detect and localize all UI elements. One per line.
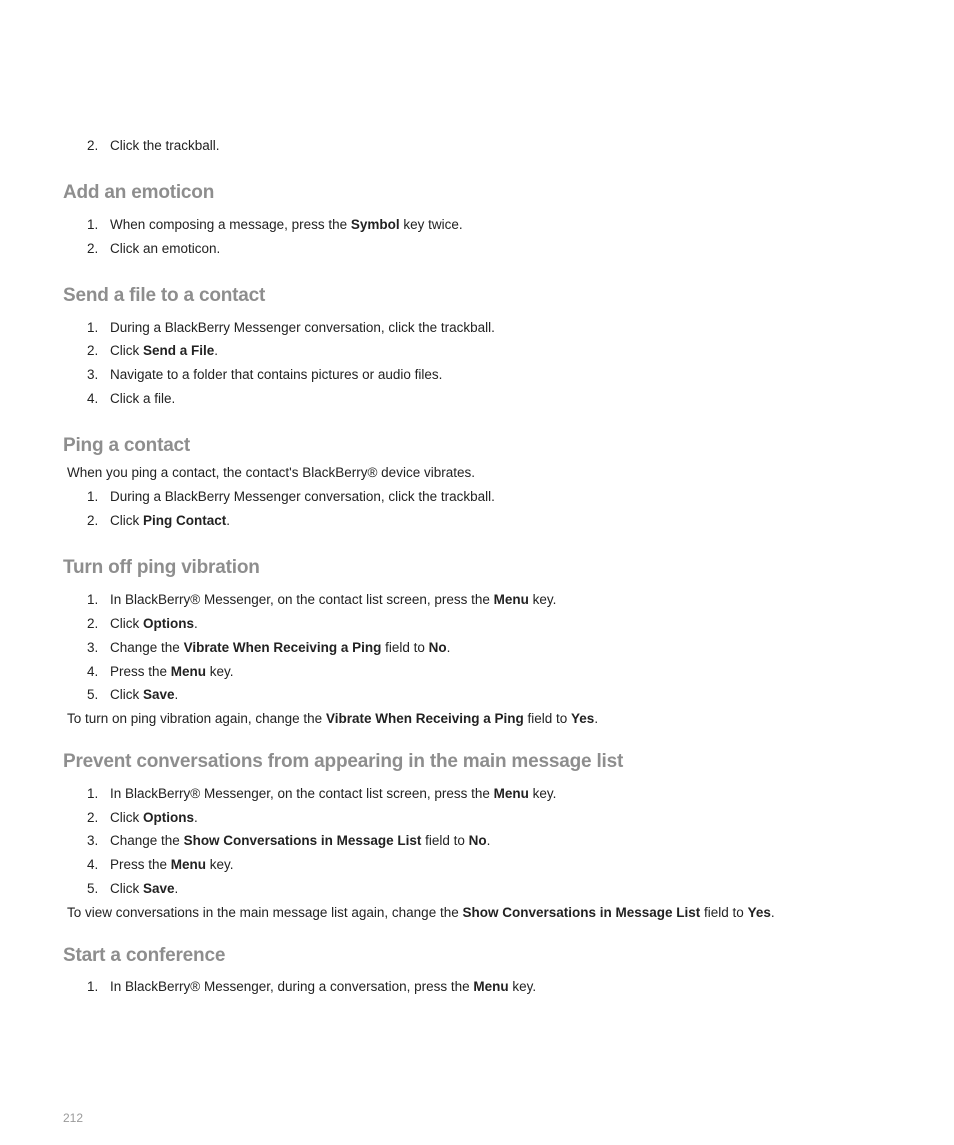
list-item: 4. Press the Menu key. [87, 664, 234, 679]
heading-add-emoticon: Add an emoticon [63, 182, 215, 203]
list-item: 5. Click Save. [87, 687, 179, 702]
list-item: 4. Click a file. [87, 391, 176, 406]
list-item: 5. Click Save. [87, 881, 179, 896]
list-item: 1. In BlackBerry® Messenger, during a conversation, press the Menu key. [87, 979, 537, 994]
list-item: 2. Click Ping Contact. [87, 513, 231, 528]
page-number: 212 [63, 1111, 84, 1125]
list-item: 1. When composing a message, press the Symbol key twice. [87, 217, 463, 232]
list-item: 1. During a BlackBerry Messenger conversation, click the trackball. [87, 489, 495, 504]
list-item: 2. Click Options. [87, 810, 198, 825]
heading-prevent-conversations: Prevent conversations from appearing in the main message list [63, 751, 624, 772]
heading-send-file: Send a file to a contact [63, 285, 266, 306]
heading-turn-off-ping: Turn off ping vibration [63, 557, 260, 578]
list-item: 3. Change the Vibrate When Receiving a Ping field to No. [87, 640, 451, 655]
paragraph: When you ping a contact, the contact's BlackBerry® device vibrates. [67, 465, 475, 480]
list-item: 1. In BlackBerry® Messenger, on the contact list screen, press the Menu key. [87, 786, 557, 801]
list-item: 2. Click Options. [87, 616, 198, 631]
list-item: 3. Navigate to a folder that contains pictures or audio files. [87, 367, 443, 382]
heading-start-conference: Start a conference [63, 945, 226, 966]
list-item: 4. Press the Menu key. [87, 857, 234, 872]
paragraph: To turn on ping vibration again, change the Vibrate When Receiving a Ping field to Yes. [67, 711, 599, 726]
paragraph: To view conversations in the main message list again, change the Show Conversations in Message List field to Yes. [67, 905, 775, 920]
list-item: 1. In BlackBerry® Messenger, on the contact list screen, press the Menu key. [87, 592, 557, 607]
list-item: 3. Change the Show Conversations in Message List field to No. [87, 833, 491, 848]
list-item: 2. Click Send a File. [87, 343, 219, 358]
list-item: 2. Click an emoticon. [87, 241, 221, 256]
list-item: 2. Click the trackball. [87, 138, 220, 153]
list-item: 1. During a BlackBerry Messenger conversation, click the trackball. [87, 320, 495, 335]
heading-ping-contact: Ping a contact [63, 435, 191, 456]
